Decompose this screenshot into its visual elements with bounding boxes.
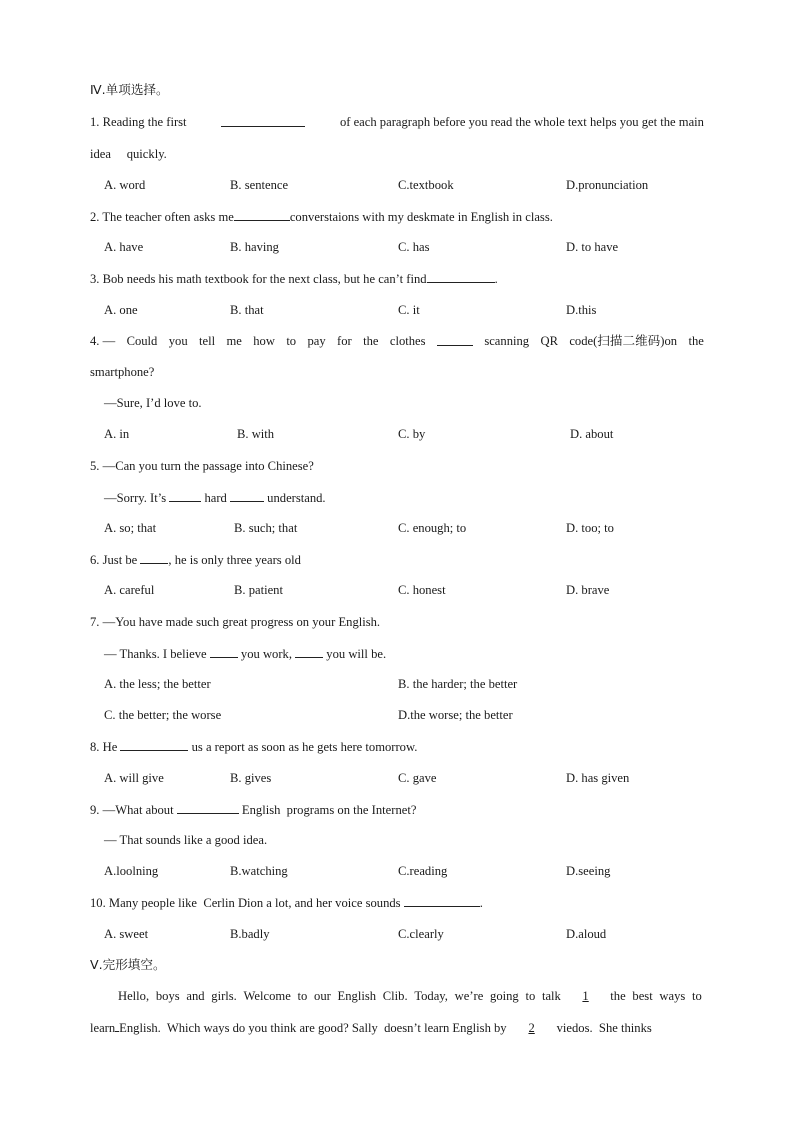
q5-option-a: A. so; that (104, 521, 157, 535)
q5-blank-2 (230, 488, 264, 502)
q4-option-d: D. about (570, 427, 614, 441)
question-5: 5. —Can you turn the passage into Chinese? (90, 459, 314, 473)
cloze-word: Clib. (382, 989, 408, 1003)
q7-reply-post: you will be. (326, 647, 387, 661)
q1-option-a: A. word (104, 178, 146, 192)
q3-option-d: D.this (566, 303, 597, 317)
cloze-line-1 (118, 987, 702, 1005)
q9-option-a: A.loolning (104, 864, 159, 878)
q3-text-pre: 3. Bob needs his math textbook for the next class, but he can’t find (90, 272, 427, 286)
q6-text-post: , he is only three years old (168, 553, 301, 567)
section-4-title: Ⅳ.单项选择。 (90, 82, 169, 97)
q10-option-b: B.badly (230, 927, 270, 941)
q9-blank (177, 800, 239, 814)
question-6 (90, 550, 704, 568)
q7-option-c: C. the better; the worse (104, 708, 222, 722)
q10-blank (404, 893, 480, 907)
q4-word: me (226, 334, 242, 348)
q4-word: pay (307, 334, 326, 348)
cloze-word: we’re (454, 989, 484, 1003)
q8-blank (120, 737, 188, 751)
q4-reply: —Sure, I’d love to. (104, 396, 202, 410)
q6-text-pre: 6. Just be (90, 553, 138, 567)
q3-option-a: A. one (104, 303, 138, 317)
q10-text-post: . (479, 896, 483, 910)
q7-reply-mid: you work, (240, 647, 292, 661)
q8-text-pre: 8. He (90, 740, 118, 754)
q7-reply-pre: — Thanks. I believe (104, 647, 207, 661)
q2-blank (234, 207, 290, 221)
q5-option-b: B. such; that (234, 521, 298, 535)
q6-option-b: B. patient (234, 583, 283, 597)
question-3 (90, 269, 704, 287)
q1-option-b: B. sentence (230, 178, 289, 192)
q8-option-a: A. will give (104, 771, 164, 785)
q4-word: to (286, 334, 297, 348)
q1-text-post: of each paragraph before you read the whole text helps you get the main (339, 115, 704, 129)
cloze-word: boys (155, 989, 180, 1003)
q1-text-pre: 1. Reading the first (90, 115, 187, 129)
q4-word: Could (126, 334, 158, 348)
question-7: 7. —You have made such great progress on your English. (90, 615, 381, 629)
q7-blank-2 (295, 644, 323, 658)
cloze-word: to (692, 989, 702, 1003)
q9-option-c: C.reading (398, 864, 448, 878)
q9-reply: — That sounds like a good idea. (104, 833, 268, 847)
section-5-title: Ⅴ.完形填空。 (90, 957, 166, 972)
q3-text-post: . (494, 272, 498, 286)
q3-option-c: C. it (398, 303, 420, 317)
q4-word: how (253, 334, 275, 348)
q4-word: code(扫描二维码)on (569, 334, 678, 348)
q4-word: tell (199, 334, 216, 348)
cloze-blank-2: 2 (528, 1021, 535, 1035)
q4-line-2: smartphone? (90, 365, 155, 379)
q1-option-c: C.textbook (398, 178, 454, 192)
q1-blank (221, 113, 305, 127)
q4-word: for (337, 334, 352, 348)
q2-option-a: A. have (104, 240, 144, 254)
question-2 (90, 207, 704, 225)
cloze-word: talk (541, 989, 561, 1003)
q4-word: scanning (484, 334, 530, 348)
cloze-word: best (632, 989, 653, 1003)
q5-blank-1 (169, 488, 201, 502)
q6-blank (140, 550, 168, 564)
q8-text-post: us a report as soon as he gets here tomorrow. (191, 740, 418, 754)
cloze-text: English. Which ways do you think are good? Sally doesn’t learn English by (119, 1021, 507, 1035)
q6-option-c: C. honest (398, 583, 446, 597)
q2-option-c: C. has (398, 240, 430, 254)
q5-reply-mid: hard (204, 491, 227, 505)
q7-blank-1 (210, 644, 238, 658)
q8-option-d: D. has given (566, 771, 630, 785)
cloze-word: and (186, 989, 205, 1003)
cloze-word: to (525, 989, 536, 1003)
q5-reply (104, 488, 718, 506)
cloze-line-2 (90, 1018, 704, 1036)
question-8 (90, 737, 704, 755)
q4-blank (437, 332, 473, 346)
q9-option-b: B.watching (230, 864, 288, 878)
q5-reply-post: understand. (267, 491, 326, 505)
cloze-word: going (490, 989, 519, 1003)
q4-word: clothes (389, 334, 426, 348)
q3-option-b: B. that (230, 303, 264, 317)
q4-word: 4. — (90, 334, 116, 348)
q7-option-b: B. the harder; the better (398, 677, 518, 691)
q5-option-d: D. too; to (566, 521, 614, 535)
q4-option-b: B. with (237, 427, 275, 441)
q7-option-d: D.the worse; the better (398, 708, 513, 722)
cloze-text: learn (90, 1021, 116, 1035)
cloze-word: to (297, 989, 308, 1003)
q8-option-c: C. gave (398, 771, 437, 785)
q9-text-pre: 9. —What about (90, 803, 174, 817)
q3-blank (427, 269, 495, 283)
q7-reply (104, 644, 718, 662)
q6-option-a: A. careful (104, 583, 155, 597)
q2-text-post: converstaions with my deskmate in English in class. (289, 210, 553, 224)
q2-text-pre: 2. The teacher often asks me (90, 210, 234, 224)
question-1 (90, 113, 704, 131)
q4-word: the (363, 334, 379, 348)
cloze-blank-1: 1 (582, 989, 589, 1003)
cloze-word: Welcome (243, 989, 291, 1003)
cloze-word: the (610, 989, 626, 1003)
q2-option-d: D. to have (566, 240, 619, 254)
q5-reply-pre: —Sorry. It’s (104, 491, 167, 505)
cloze-word: Today, (414, 989, 448, 1003)
q4-option-c: C. by (398, 427, 426, 441)
cloze-word: girls. (211, 989, 237, 1003)
q10-option-c: C.clearly (398, 927, 444, 941)
cloze-word: our (314, 989, 331, 1003)
q1-option-d: D.pronunciation (566, 178, 649, 192)
question-10 (90, 893, 704, 911)
q7-option-a: A. the less; the better (104, 677, 211, 691)
q6-option-d: D. brave (566, 583, 610, 597)
question-4 (90, 332, 704, 350)
q4-word: you (168, 334, 188, 348)
question-9 (90, 800, 704, 818)
q9-text-post: English programs on the Internet? (241, 803, 417, 817)
q5-option-c: C. enough; to (398, 521, 467, 535)
cloze-word: English (337, 989, 377, 1003)
cloze-text: viedos. She thinks (556, 1021, 652, 1035)
q9-option-d: D.seeing (566, 864, 611, 878)
q2-option-b: B. having (230, 240, 279, 254)
q10-option-a: A. sweet (104, 927, 149, 941)
q10-option-d: D.aloud (566, 927, 607, 941)
q4-word: QR (540, 334, 558, 348)
q4-option-a: A. in (104, 427, 130, 441)
cloze-word: ways (659, 989, 686, 1003)
q1-line-2: idea quickly. (90, 147, 167, 161)
cloze-word: Hello, (118, 989, 150, 1003)
q8-option-b: B. gives (230, 771, 272, 785)
q4-word: the (688, 334, 704, 348)
q10-text-pre: 10. Many people like Cerlin Dion a lot, and her voice sounds (90, 896, 401, 910)
